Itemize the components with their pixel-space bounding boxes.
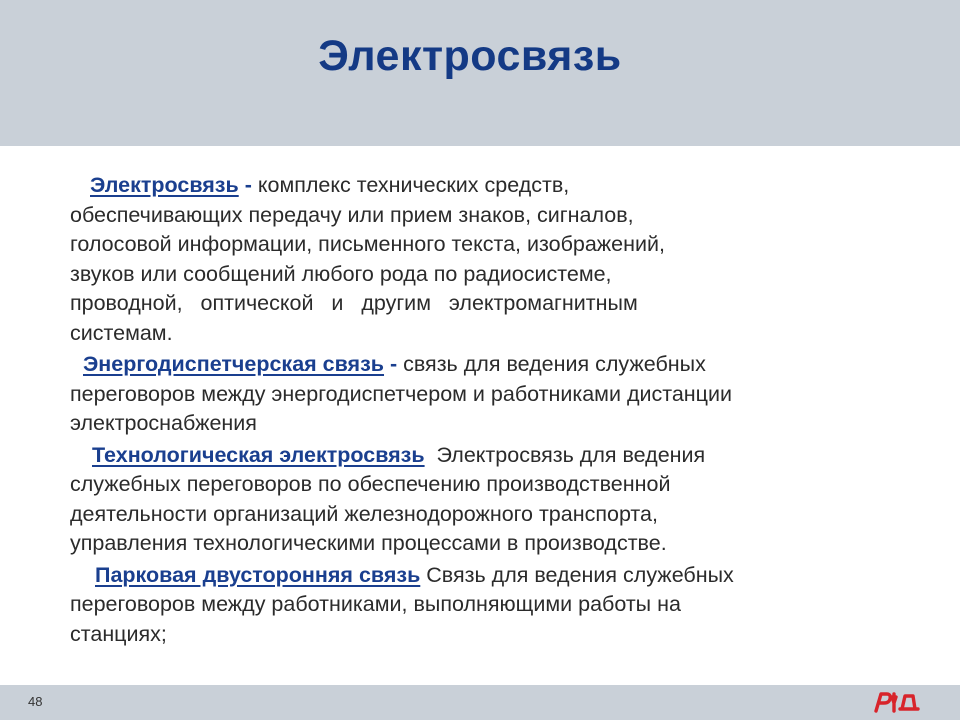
definition-text: обеспечивающих передачу или прием знаков, сигналов,	[70, 202, 634, 227]
definition-first-line	[70, 563, 734, 587]
definition-paragraph	[70, 350, 900, 439]
definition-text: Электросвязь для ведения	[424, 442, 706, 467]
definition-text: проводной, оптической и другим электромагнитным	[70, 291, 638, 315]
definition-text: электроснабжения	[70, 411, 257, 435]
definition-text: деятельности организаций железнодорожного транспорта,	[70, 501, 658, 526]
definition-text: станциях;	[70, 621, 167, 646]
header-band	[0, 0, 960, 146]
footer-band	[0, 685, 960, 720]
definition-term: Технологическая электросвязь	[92, 442, 425, 467]
definition-text: звуков или сообщений любого рода по радиосистеме,	[70, 261, 612, 286]
definition-first-line	[70, 443, 705, 467]
page-title: Электросвязь	[318, 32, 622, 80]
definition-text: Связь для ведения служебных	[420, 562, 734, 587]
definition-term: Парковая двусторонняя связь	[95, 562, 421, 587]
definition-text: служебных переговоров по обеспечению производственной	[70, 472, 671, 496]
definition-text: комплекс технических средств,	[251, 173, 570, 197]
definition-term: Энергодиспетчерская связь	[83, 352, 385, 376]
rzd-logo-icon	[872, 689, 926, 715]
definition-first-line	[70, 173, 569, 197]
definition-text: системам.	[70, 320, 173, 345]
definition-paragraph	[70, 561, 900, 650]
definition-term: Электросвязь	[90, 173, 239, 197]
definition-text: связь для ведения служебных	[397, 352, 706, 376]
definition-separator: -	[384, 352, 398, 376]
definitions-body	[70, 171, 900, 651]
definition-paragraph	[70, 441, 900, 559]
definition-text: голосовой информации, письменного текста, изображений,	[70, 232, 666, 256]
definition-first-line	[70, 352, 706, 376]
definition-text: управления технологическими процессами в производстве.	[70, 531, 667, 555]
definition-text: переговоров между работниками, выполняющими работы на	[70, 592, 681, 616]
definition-paragraph	[70, 171, 900, 348]
definition-text: переговоров между энергодиспетчером и работниками дистанции	[70, 381, 733, 406]
page-number: 48	[28, 694, 43, 709]
definition-separator: -	[238, 173, 252, 197]
